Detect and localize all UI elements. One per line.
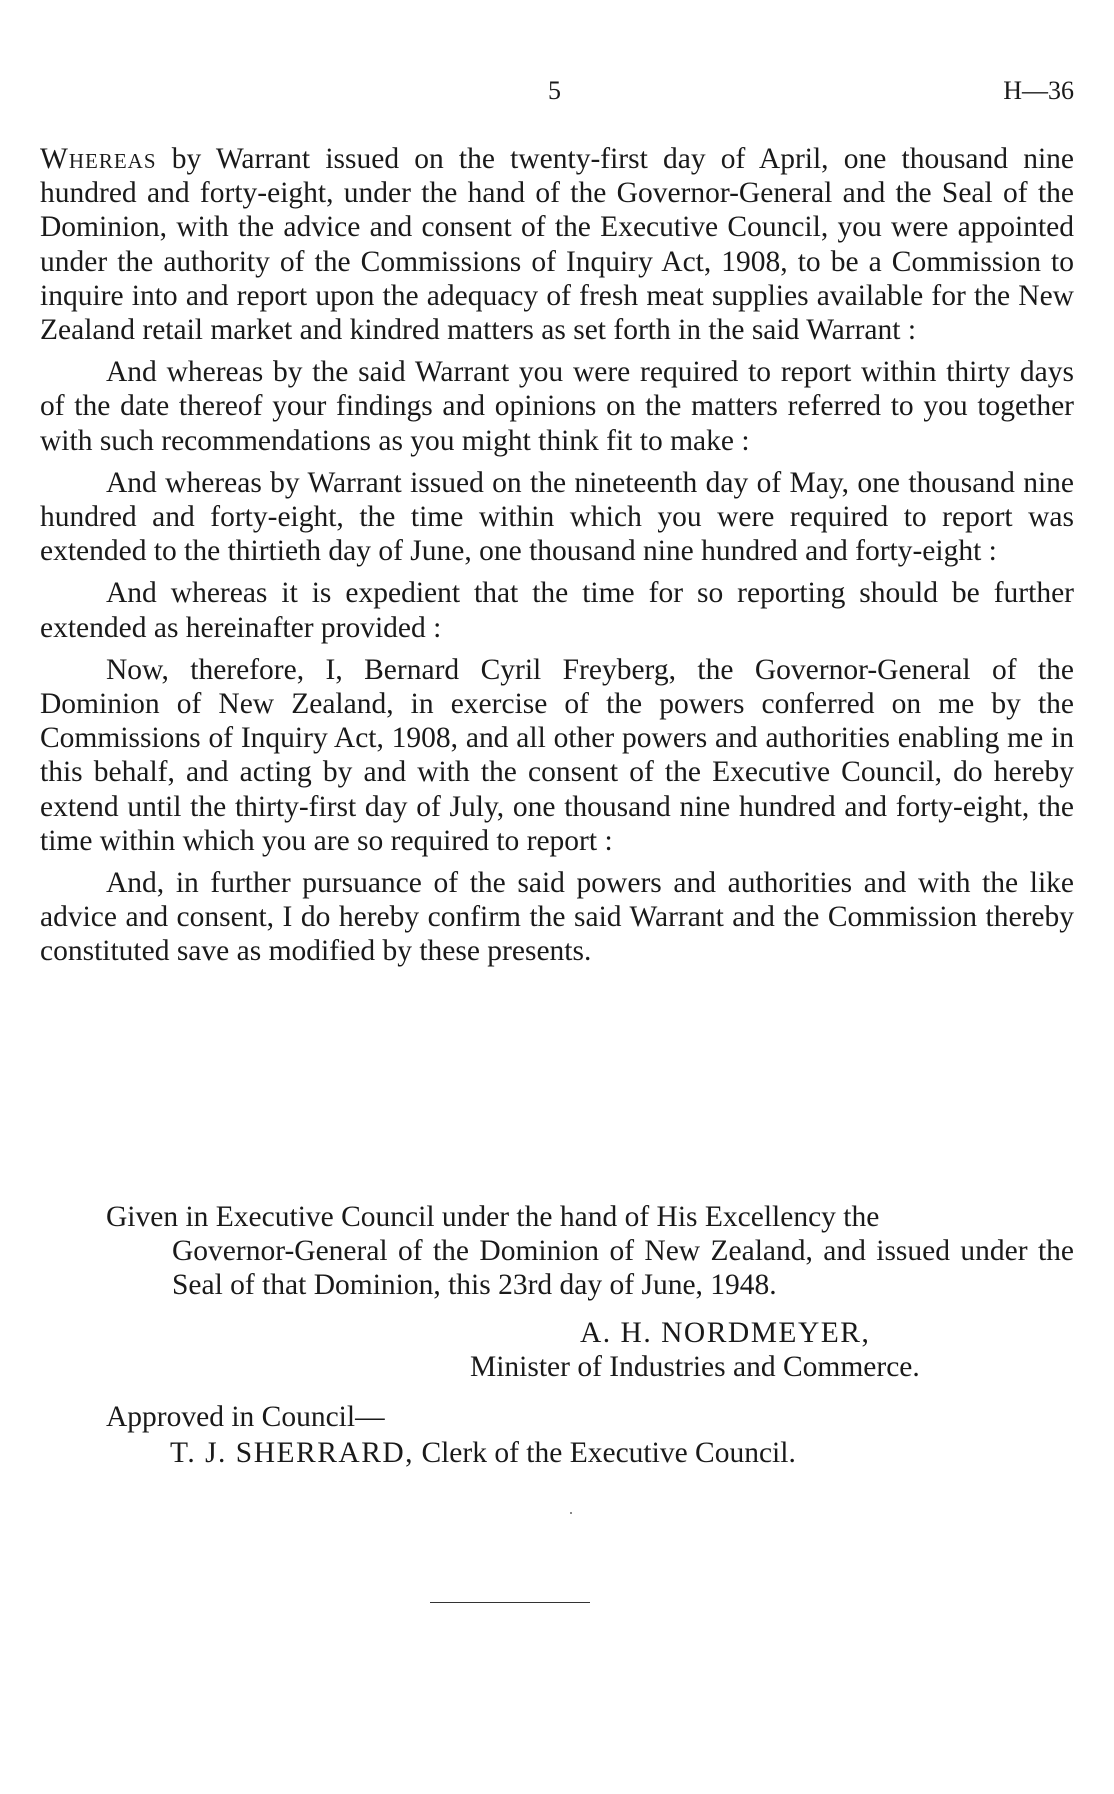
signatory-name: A. H. NORDMEYER, <box>580 1317 871 1349</box>
page-number: 5 <box>548 76 561 105</box>
paragraph-report-requirement: And whereas by the said Warrant you were required to report within thirty days of the date thereof your findings and opinions on the matters referred to you together with such recommendations as you might think fit to make : <box>40 356 1074 457</box>
document-reference: H—36 <box>1003 76 1074 105</box>
clerk-signature <box>170 1436 796 1470</box>
warrant-body <box>40 142 1074 977</box>
paragraph-first-extension: And whereas by Warrant issued on the nineteenth day of May, one thousand nine hundred and forty-eight, the time within which you were required to report was extended to the thirtieth day of June, one thousand nine hundred and forty-eight : <box>40 466 1074 568</box>
approved-in-council: Approved in Council— <box>106 1401 385 1433</box>
given-clause <box>106 1200 1074 1303</box>
closing-rule <box>430 1602 590 1603</box>
paragraph-whereas <box>40 142 1074 347</box>
clerk-name: T. J. SHERRARD, <box>170 1437 415 1469</box>
signatory-title: Minister of Industries and Commerce. <box>470 1351 920 1383</box>
stray-mark <box>570 1512 572 1514</box>
paragraph-whereas-text: by Warrant issued on the twenty-first day of April, one thousand nine hundred and forty-eight, under the hand of the Governor-General and the Seal of the Dominion, with the advice and consent of the Executive Council, you were appointed under the authority of the Commissions of Inquiry Act, 1908, to be a Commission to inquire into and report upon the adequacy of fresh meat supplies available for the New Zealand retail market and kindred matters as set forth in the said Warrant : <box>40 143 1074 347</box>
whereas-lead: Whereas <box>40 143 157 175</box>
given-clause-first-line: Given in Executive Council under the hand of His Excellency the <box>106 1201 880 1233</box>
given-clause-continuation: Governor-General of the Dominion of New Zealand, and issued under the Seal of that Dominion, this 23rd day of June, 1948. <box>172 1235 1074 1302</box>
paragraph-now-therefore: Now, therefore, I, Bernard Cyril Freyberg, the Governor-General of the Dominion of New Zealand, in exercise of the powers conferred on me by the Commissions of Inquiry Act, 1908, and all other powers and authorities enabling me in this behalf, and acting by and with the consent of the Executive Council, do hereby extend until the thirty-first day of July, one thousand nine hundred and forty-eight, the time within which you are so required to report : <box>40 653 1074 857</box>
clerk-title: Clerk of the Executive Council. <box>414 1437 796 1469</box>
paragraph-expedient: And whereas it is expedient that the time for so reporting should be further extended as hereinafter provided : <box>40 577 1074 644</box>
paragraph-confirmation: And, in further pursuance of the said powers and authorities and with the like advice and consent, I do hereby confirm the said Warrant and the Commission thereby constituted save as modified by these presents. <box>40 867 1074 968</box>
page-header <box>0 76 1114 110</box>
